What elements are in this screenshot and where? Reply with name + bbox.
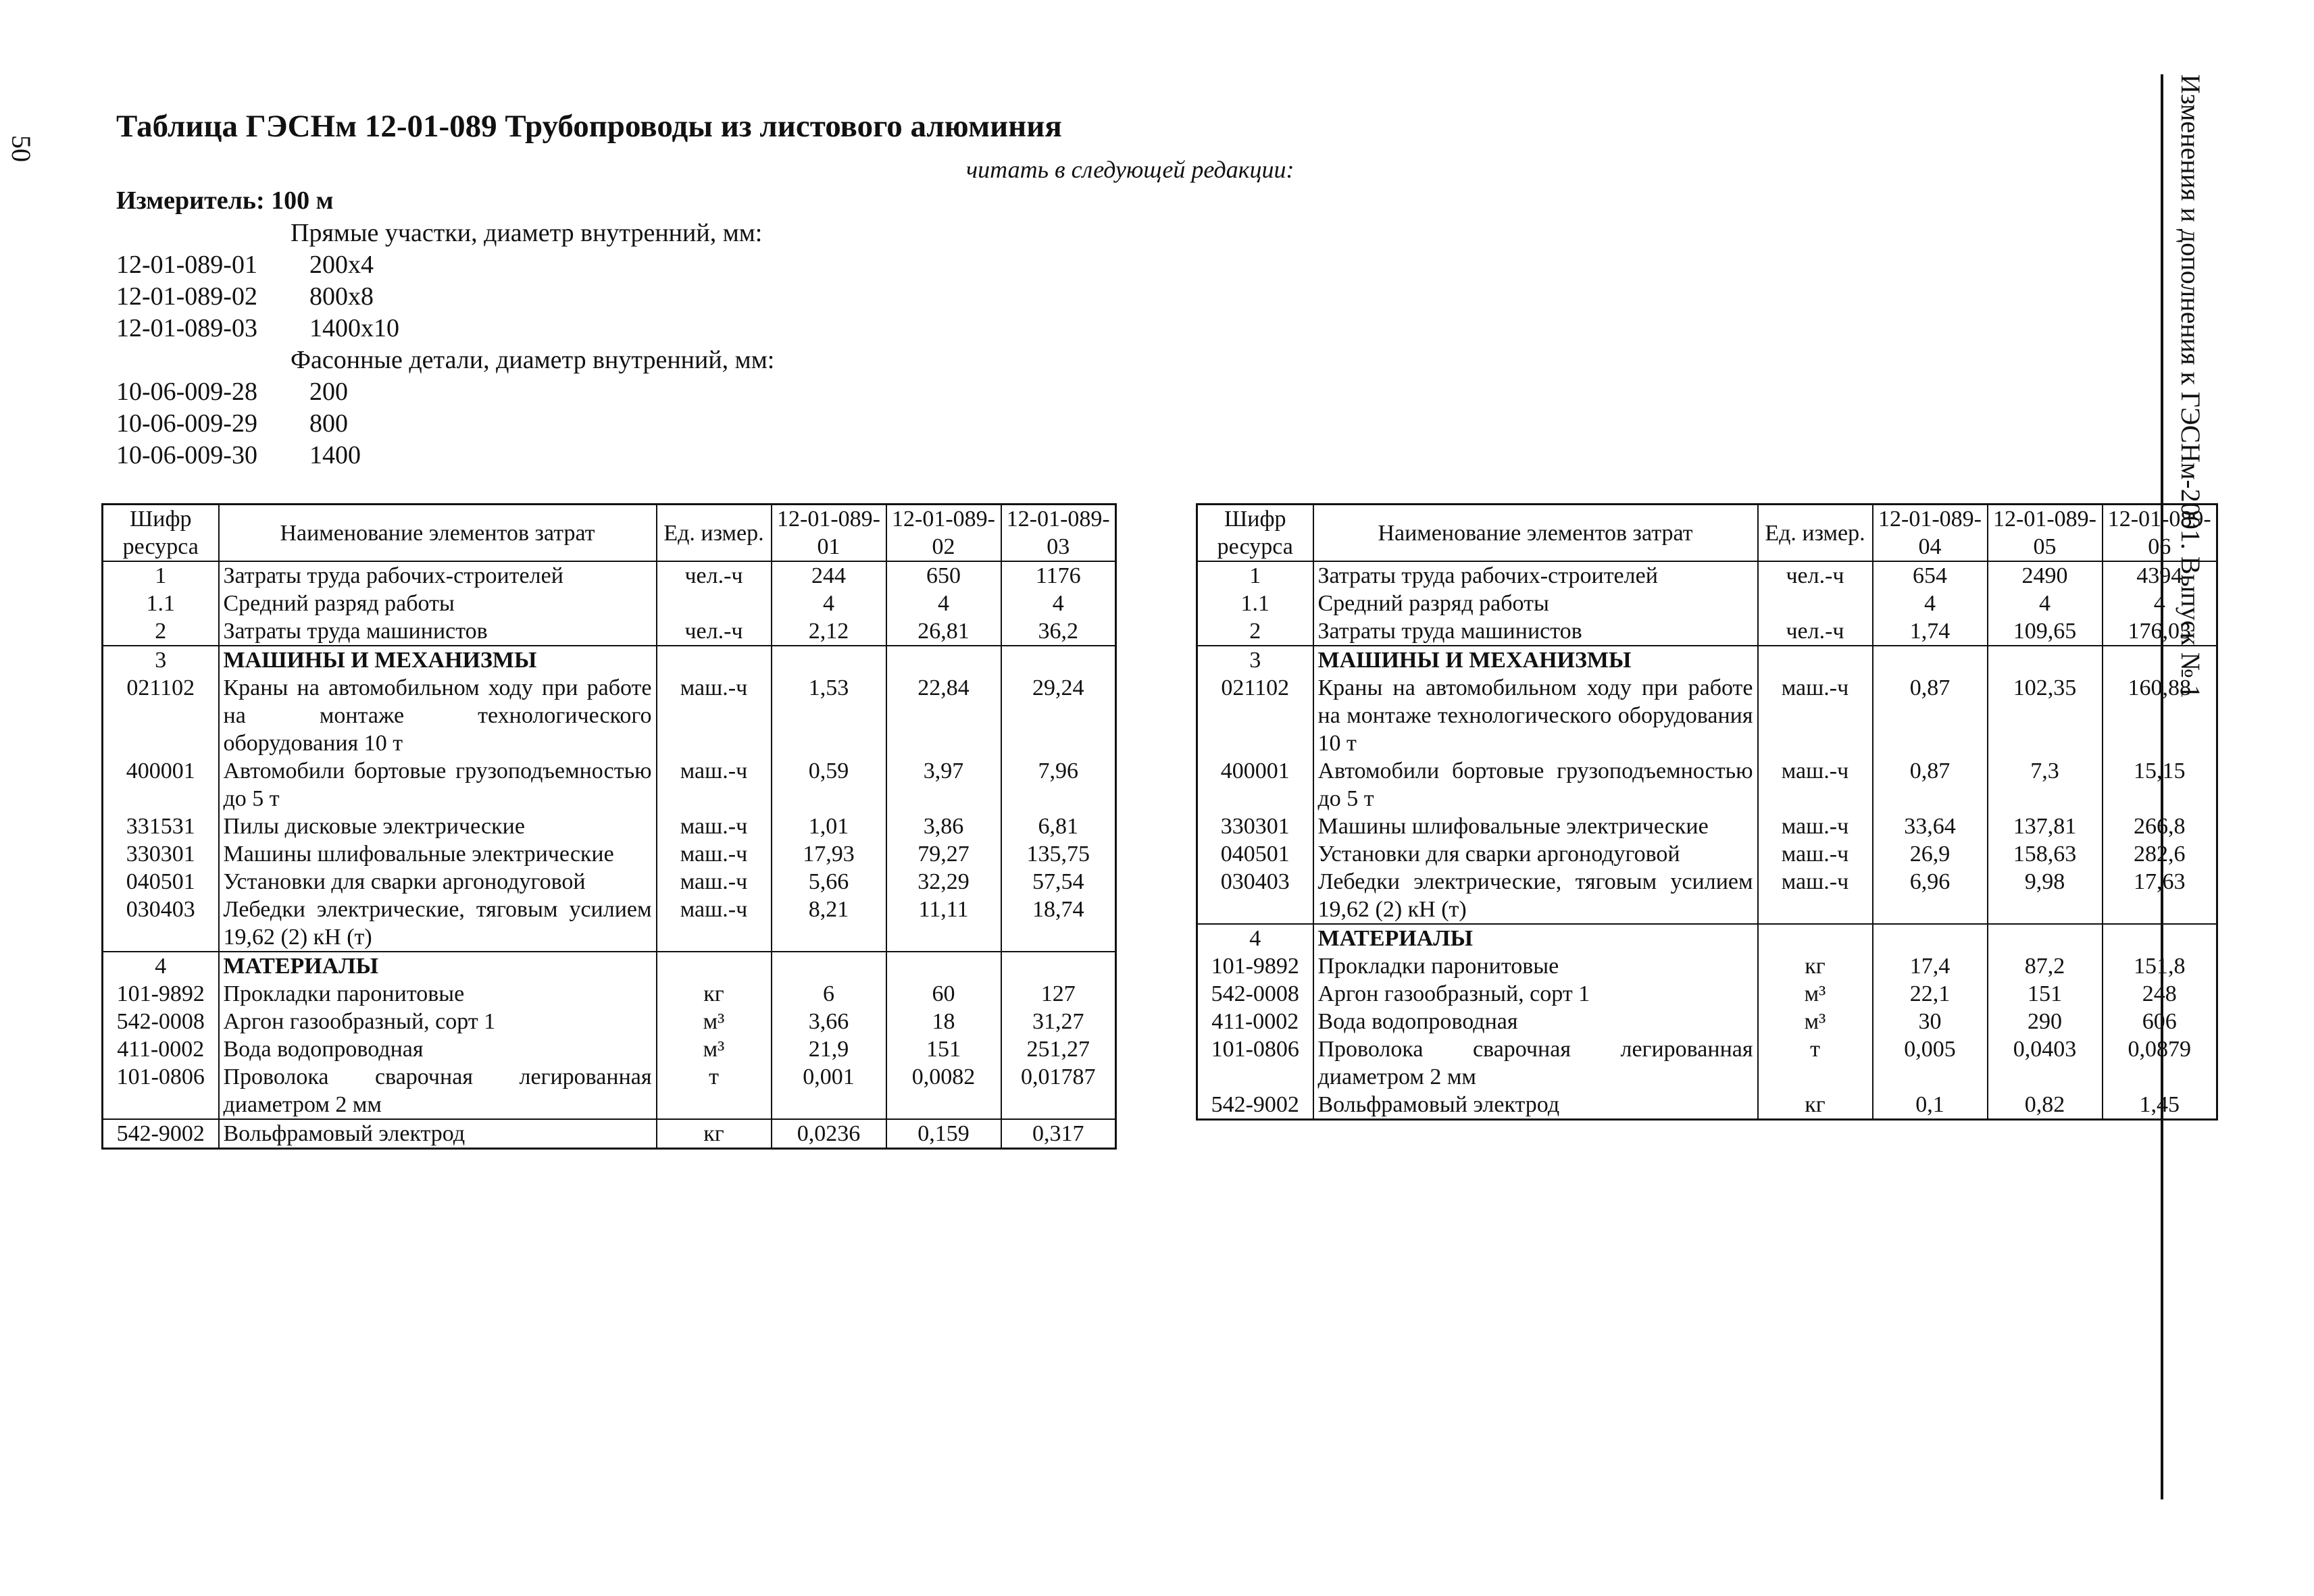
value-cell: 6,96 (1873, 868, 1988, 924)
table-row (1197, 813, 2217, 840)
table-row (1197, 868, 2217, 924)
intro-value: 1400х10 (309, 314, 399, 342)
value-cell: 87,2 (1988, 952, 2103, 980)
header-cell: Наименование элементов затрат (219, 505, 657, 562)
value-cell: 11,11 (886, 896, 1001, 952)
value-cell: 0,0236 (772, 1119, 886, 1149)
value-cell: 109,65 (1988, 617, 2103, 646)
header-cell: 12-01-089-03 (1001, 505, 1116, 562)
unit-cell: маш.-ч (1758, 840, 1873, 868)
value-cell: 60 (886, 980, 1001, 1008)
unit-cell: кг (657, 1119, 772, 1149)
value-cell: 6,81 (1001, 813, 1116, 840)
value-cell: 57,54 (1001, 868, 1116, 896)
unit-cell: т (1758, 1035, 1873, 1091)
cost-element-name-cell: МАШИНЫ И МЕХАНИЗМЫ (219, 646, 657, 674)
value-cell: 266,8 (2103, 813, 2217, 840)
value-cell: 4 (1988, 590, 2103, 617)
page-number: 50 (6, 135, 36, 162)
value-cell: 4 (1001, 590, 1116, 617)
header-cell: Ед. измер. (657, 505, 772, 562)
resource-code-cell: 2 (1197, 617, 1313, 646)
cost-element-name-cell: Машины шлифовальные электрические (219, 840, 657, 868)
cost-element-name-cell: Прокладки паронитовые (1313, 952, 1758, 980)
unit-cell: т (657, 1063, 772, 1119)
value-cell: 654 (1873, 561, 1988, 590)
unit-cell: маш.-ч (657, 840, 772, 868)
resource-code-cell: 400001 (103, 757, 219, 813)
value-cell: 21,9 (772, 1035, 886, 1063)
value-cell: 0,159 (886, 1119, 1001, 1149)
resource-code-cell: 3 (1197, 646, 1313, 674)
resource-code-cell: 1.1 (1197, 590, 1313, 617)
intro-value: 200 (309, 378, 348, 406)
page-subtitle: читать в следующей редакции: (966, 156, 1294, 183)
cost-element-name-cell: Краны на автомобильном ходу при работе на монтаже технологического оборудования 10 т (219, 674, 657, 757)
straight-sections-header: Прямые участки, диаметр внутренний, мм: (291, 219, 763, 247)
value-cell: 650 (886, 561, 1001, 590)
unit-cell (1758, 646, 1873, 674)
intro-value: 800х8 (309, 282, 374, 311)
value-cell (772, 952, 886, 980)
table-row (103, 840, 1116, 868)
value-cell: 18 (886, 1008, 1001, 1035)
side-running-title: Изменения и дополнения к ГЭСНм-2001. Выпуск № 1 (2161, 74, 2217, 1499)
table-row (103, 813, 1116, 840)
table-row (103, 617, 1116, 646)
value-cell: 2490 (1988, 561, 2103, 590)
table-row (1197, 1008, 2217, 1035)
cost-element-name-cell: Вода водопроводная (219, 1035, 657, 1063)
value-cell: 30 (1873, 1008, 1988, 1035)
intro-code: 10-06-009-29 (116, 409, 257, 438)
table-row (1197, 646, 2217, 674)
value-cell: 135,75 (1001, 840, 1116, 868)
value-cell (1001, 952, 1116, 980)
cost-element-name-cell: Затраты труда рабочих-строителей (219, 561, 657, 590)
table-row (103, 980, 1116, 1008)
value-cell: 4 (886, 590, 1001, 617)
value-cell: 158,63 (1988, 840, 2103, 868)
value-cell: 127 (1001, 980, 1116, 1008)
value-cell: 5,66 (772, 868, 886, 896)
value-cell: 2,12 (772, 617, 886, 646)
cost-element-name-cell: Вольфрамовый электрод (1313, 1091, 1758, 1120)
value-cell: 26,81 (886, 617, 1001, 646)
resource-code-cell: 021102 (1197, 674, 1313, 757)
header-cell: Ед. измер. (1758, 505, 1873, 562)
unit-cell: маш.-ч (1758, 757, 1873, 813)
value-cell: 282,6 (2103, 840, 2217, 868)
unit-cell: маш.-ч (1758, 868, 1873, 924)
unit-cell: маш.-ч (657, 868, 772, 896)
table-body (103, 561, 1116, 1149)
value-cell: 0,005 (1873, 1035, 1988, 1091)
resource-code-cell: 030403 (1197, 868, 1313, 924)
intro-code: 12-01-089-02 (116, 282, 257, 311)
resource-code-cell: 1.1 (103, 590, 219, 617)
unit-cell: чел.-ч (1758, 617, 1873, 646)
cost-element-name-cell: Вольфрамовый электрод (219, 1119, 657, 1149)
resource-code-cell: 2 (103, 617, 219, 646)
unit-cell (657, 590, 772, 617)
unit-cell (657, 646, 772, 674)
table-row (1197, 840, 2217, 868)
value-cell: 26,9 (1873, 840, 1988, 868)
value-cell: 0,0082 (886, 1063, 1001, 1119)
header-cell: 12-01-089-06 (2103, 505, 2217, 562)
value-cell: 251,27 (1001, 1035, 1116, 1063)
table-row (103, 674, 1116, 757)
cost-element-name-cell: Установки для сварки аргонодуговой (219, 868, 657, 896)
value-cell: 137,81 (1988, 813, 2103, 840)
resource-code-cell: 400001 (1197, 757, 1313, 813)
value-cell (886, 646, 1001, 674)
table-row (103, 1035, 1116, 1063)
page-title: Таблица ГЭСНм 12-01-089 Трубопроводы из листового алюминия (116, 109, 1062, 144)
value-cell: 1,01 (772, 813, 886, 840)
value-cell: 102,35 (1988, 674, 2103, 757)
value-cell: 151 (1988, 980, 2103, 1008)
value-cell: 151,8 (2103, 952, 2217, 980)
value-cell: 0,01787 (1001, 1063, 1116, 1119)
unit-cell: м³ (657, 1008, 772, 1035)
value-cell: 6 (772, 980, 886, 1008)
cost-element-name-cell: Прокладки паронитовые (219, 980, 657, 1008)
cost-element-name-cell: Затраты труда машинистов (219, 617, 657, 646)
unit-cell (1758, 590, 1873, 617)
value-cell: 4 (1873, 590, 1988, 617)
value-cell (1873, 646, 1988, 674)
table-row (1197, 1035, 2217, 1091)
cost-element-name-cell: Аргон газообразный, сорт 1 (219, 1008, 657, 1035)
measure-unit: Измеритель: 100 м (116, 186, 334, 215)
cost-element-name-cell: Установки для сварки аргонодуговой (1313, 840, 1758, 868)
cost-element-name-cell: МАТЕРИАЛЫ (219, 952, 657, 980)
resource-table-left (101, 503, 1117, 1150)
cost-element-name-cell: Автомобили бортовые грузоподъемностью до 5 т (1313, 757, 1758, 813)
value-cell: 4 (772, 590, 886, 617)
resource-code-cell: 542-9002 (1197, 1091, 1313, 1120)
cost-element-name-cell: МАШИНЫ И МЕХАНИЗМЫ (1313, 646, 1758, 674)
unit-cell: маш.-ч (1758, 813, 1873, 840)
value-cell: 3,86 (886, 813, 1001, 840)
resource-code-cell: 101-0806 (1197, 1035, 1313, 1091)
cost-element-name-cell: Лебедки электрические, тяговым усилием 19,62 (2) кН (т) (219, 896, 657, 952)
table-row (103, 646, 1116, 674)
value-cell: 0,82 (1988, 1091, 2103, 1120)
unit-cell: кг (1758, 952, 1873, 980)
intro-code: 10-06-009-28 (116, 378, 257, 406)
unit-cell: чел.-ч (657, 617, 772, 646)
value-cell: 17,63 (2103, 868, 2217, 924)
table-row (103, 1063, 1116, 1119)
value-cell: 1176 (1001, 561, 1116, 590)
unit-cell: маш.-ч (1758, 674, 1873, 757)
table-row (103, 896, 1116, 952)
table-row (1197, 952, 2217, 980)
resource-table-right (1196, 503, 2218, 1121)
value-cell: 248 (2103, 980, 2217, 1008)
header-cell: 12-01-089-02 (886, 505, 1001, 562)
resource-code-cell: 4 (103, 952, 219, 980)
table-body (1197, 561, 2217, 1120)
value-cell: 4 (2103, 590, 2217, 617)
table-row (1197, 1091, 2217, 1120)
unit-cell (1758, 924, 1873, 952)
resource-code-cell: 411-0002 (103, 1035, 219, 1063)
intro-list-item (116, 440, 361, 470)
table-row (103, 952, 1116, 980)
value-cell: 29,24 (1001, 674, 1116, 757)
value-cell: 176,03 (2103, 617, 2217, 646)
value-cell: 17,4 (1873, 952, 1988, 980)
resource-code-cell: 101-0806 (103, 1063, 219, 1119)
header-cell: Шифр ресурса (1197, 505, 1313, 562)
table-header-row (1197, 505, 2217, 562)
resource-code-cell: 040501 (1197, 840, 1313, 868)
cost-element-name-cell: Затраты труда рабочих-строителей (1313, 561, 1758, 590)
unit-cell: м³ (1758, 1008, 1873, 1035)
intro-list-item (116, 377, 348, 407)
resource-code-cell: 021102 (103, 674, 219, 757)
value-cell: 36,2 (1001, 617, 1116, 646)
unit-cell: кг (657, 980, 772, 1008)
resource-code-cell: 411-0002 (1197, 1008, 1313, 1035)
table-row (103, 561, 1116, 590)
intro-code: 12-01-089-03 (116, 314, 257, 342)
table-row (1197, 924, 2217, 952)
value-cell: 3,66 (772, 1008, 886, 1035)
value-cell (1001, 646, 1116, 674)
unit-cell: маш.-ч (657, 757, 772, 813)
value-cell (886, 952, 1001, 980)
value-cell (1873, 924, 1988, 952)
unit-cell: маш.-ч (657, 813, 772, 840)
resource-code-cell: 542-0008 (103, 1008, 219, 1035)
resource-code-cell: 101-9892 (103, 980, 219, 1008)
value-cell: 160,88 (2103, 674, 2217, 757)
value-cell: 9,98 (1988, 868, 2103, 924)
resource-code-cell: 4 (1197, 924, 1313, 952)
value-cell: 7,3 (1988, 757, 2103, 813)
value-cell: 22,1 (1873, 980, 1988, 1008)
value-cell: 1,53 (772, 674, 886, 757)
cost-element-name-cell: Средний разряд работы (1313, 590, 1758, 617)
intro-list-item (116, 282, 374, 311)
value-cell: 15,15 (2103, 757, 2217, 813)
cost-element-name-cell: Автомобили бортовые грузоподъемностью до 5 т (219, 757, 657, 813)
value-cell: 0,87 (1873, 674, 1988, 757)
table-row (1197, 757, 2217, 813)
unit-cell (657, 952, 772, 980)
intro-code: 12-01-089-01 (116, 251, 257, 279)
header-cell: Шифр ресурса (103, 505, 219, 562)
value-cell: 79,27 (886, 840, 1001, 868)
header-cell: 12-01-089-04 (1873, 505, 1988, 562)
unit-cell: м³ (1758, 980, 1873, 1008)
value-cell: 0,0879 (2103, 1035, 2217, 1091)
value-cell: 18,74 (1001, 896, 1116, 952)
value-cell: 33,64 (1873, 813, 1988, 840)
value-cell: 0,1 (1873, 1091, 1988, 1120)
resource-code-cell: 1 (103, 561, 219, 590)
intro-list-item (116, 250, 374, 280)
cost-element-name-cell: Средний разряд работы (219, 590, 657, 617)
value-cell: 606 (2103, 1008, 2217, 1035)
table-row (103, 1119, 1116, 1149)
cost-element-name-cell: Краны на автомобильном ходу при работе на монтаже технологического оборудования 10 т (1313, 674, 1758, 757)
resource-code-cell: 542-9002 (103, 1119, 219, 1149)
value-cell: 0,0403 (1988, 1035, 2103, 1091)
cost-element-name-cell: Проволока сварочная легированная диаметром 2 мм (1313, 1035, 1758, 1091)
cost-element-name-cell: Машины шлифовальные электрические (1313, 813, 1758, 840)
resource-code-cell: 030403 (103, 896, 219, 952)
value-cell: 0,001 (772, 1063, 886, 1119)
intro-value: 200х4 (309, 251, 374, 279)
table-row (1197, 980, 2217, 1008)
resource-code-cell: 330301 (1197, 813, 1313, 840)
value-cell: 0,317 (1001, 1119, 1116, 1149)
table-row (1197, 590, 2217, 617)
value-cell: 3,97 (886, 757, 1001, 813)
unit-cell: кг (1758, 1091, 1873, 1120)
cost-element-name-cell: Вода водопроводная (1313, 1008, 1758, 1035)
unit-cell: чел.-ч (657, 561, 772, 590)
unit-cell: м³ (657, 1035, 772, 1063)
resource-code-cell: 331531 (103, 813, 219, 840)
value-cell (772, 646, 886, 674)
table-row (103, 590, 1116, 617)
value-cell: 4394 (2103, 561, 2217, 590)
resource-code-cell: 040501 (103, 868, 219, 896)
resource-code-cell: 3 (103, 646, 219, 674)
value-cell: 17,93 (772, 840, 886, 868)
unit-cell: чел.-ч (1758, 561, 1873, 590)
unit-cell: маш.-ч (657, 896, 772, 952)
header-cell: Наименование элементов затрат (1313, 505, 1758, 562)
table-row (1197, 617, 2217, 646)
header-cell: 12-01-089-01 (772, 505, 886, 562)
intro-code: 10-06-009-30 (116, 441, 257, 469)
cost-element-name-cell: Лебедки электрические, тяговым усилием 19,62 (2) кН (т) (1313, 868, 1758, 924)
value-cell: 7,96 (1001, 757, 1116, 813)
cost-element-name-cell: Затраты труда машинистов (1313, 617, 1758, 646)
cost-element-name-cell: Аргон газообразный, сорт 1 (1313, 980, 1758, 1008)
value-cell: 290 (1988, 1008, 2103, 1035)
intro-list-item (116, 409, 348, 438)
value-cell (2103, 924, 2217, 952)
resource-code-cell: 542-0008 (1197, 980, 1313, 1008)
table-row (103, 1008, 1116, 1035)
header-cell: 12-01-089-05 (1988, 505, 2103, 562)
value-cell: 32,29 (886, 868, 1001, 896)
fittings-header: Фасонные детали, диаметр внутренний, мм: (291, 346, 775, 374)
value-cell: 151 (886, 1035, 1001, 1063)
cost-element-name-cell: Проволока сварочная легированная диаметром 2 мм (219, 1063, 657, 1119)
table-row (1197, 561, 2217, 590)
intro-value: 800 (309, 409, 348, 438)
cost-element-name-cell: Пилы дисковые электрические (219, 813, 657, 840)
value-cell: 1,45 (2103, 1091, 2217, 1120)
intro-value: 1400 (309, 441, 361, 469)
table-header-row (103, 505, 1116, 562)
value-cell (1988, 924, 2103, 952)
resource-code-cell: 1 (1197, 561, 1313, 590)
table-row (103, 868, 1116, 896)
unit-cell: маш.-ч (657, 674, 772, 757)
value-cell: 22,84 (886, 674, 1001, 757)
intro-list-item (116, 313, 399, 343)
value-cell: 0,87 (1873, 757, 1988, 813)
resource-code-cell: 330301 (103, 840, 219, 868)
value-cell (2103, 646, 2217, 674)
value-cell: 1,74 (1873, 617, 1988, 646)
resource-code-cell: 101-9892 (1197, 952, 1313, 980)
value-cell: 0,59 (772, 757, 886, 813)
value-cell (1988, 646, 2103, 674)
value-cell: 8,21 (772, 896, 886, 952)
value-cell: 244 (772, 561, 886, 590)
table-row (1197, 674, 2217, 757)
cost-element-name-cell: МАТЕРИАЛЫ (1313, 924, 1758, 952)
value-cell: 31,27 (1001, 1008, 1116, 1035)
table-row (103, 757, 1116, 813)
